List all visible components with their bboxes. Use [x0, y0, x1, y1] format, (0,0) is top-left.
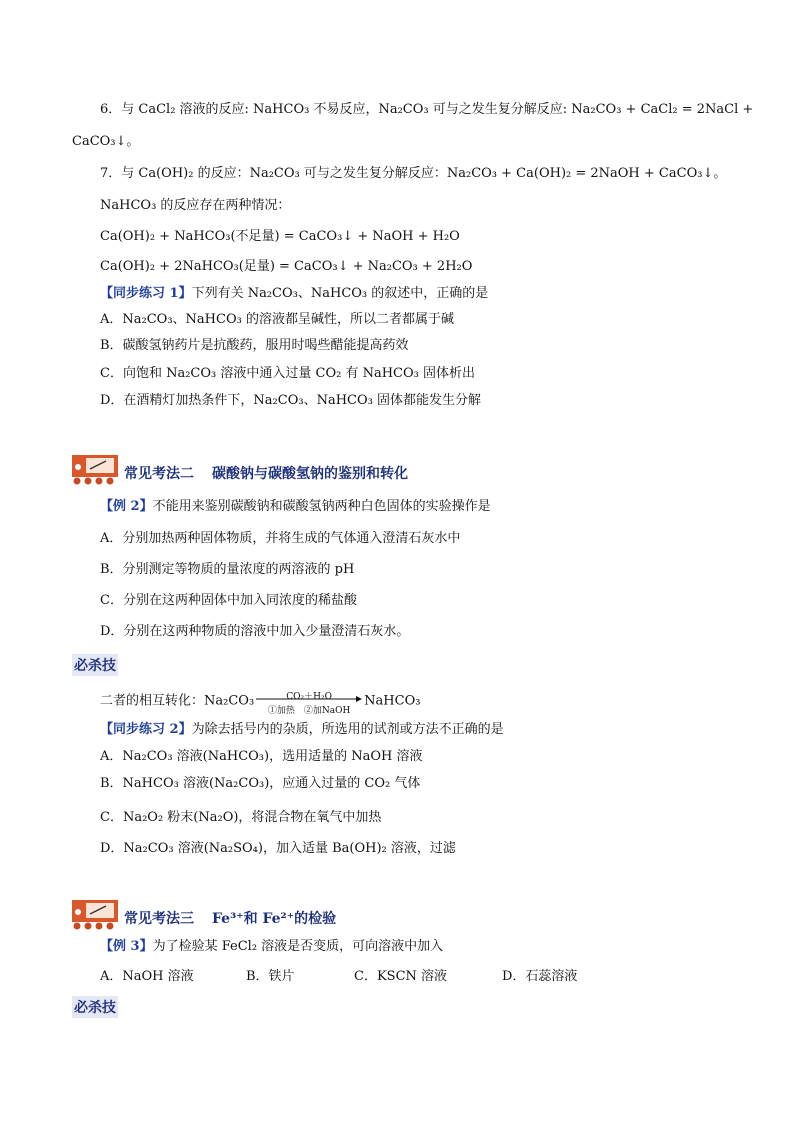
example-2-tag: 【例 2】: [100, 499, 153, 514]
section-3-label: 常见考法三: [124, 911, 194, 927]
practice-2-option-b: B．NaHCO₃ 溶液(Na₂CO₃)，应通入过量的 CO₂ 气体: [100, 776, 421, 791]
practice-1-question: [100, 285, 488, 303]
example-2-option-a: A．分别加热两种固体物质，并将生成的气体通入澄清石灰水中: [100, 531, 461, 546]
practice-2-stem: 为除去括号内的杂质，所选用的试剂或方法不正确的是: [191, 722, 504, 737]
practice-1-option-c: C．向饱和 Na₂CO₃ 溶液中通入过量 CO₂ 有 NaHCO₃ 固体析出: [100, 366, 475, 381]
conversion-suffix: NaHCO₃: [364, 693, 421, 709]
practice-2-option-c: C．Na₂O₂ 粉末(Na₂O)，将混合物在氧气中加热: [100, 810, 382, 825]
practice-1-option-d: D．在酒精灯加热条件下，Na₂CO₃、NaHCO₃ 固体都能发生分解: [100, 393, 481, 408]
bishaji-heading-2: 必杀技: [72, 996, 118, 1018]
teacher-icon: [72, 900, 118, 930]
text-line-6a: 6．与 CaCl₂ 溶液的反应: NaHCO₃ 不易反应，Na₂CO₃ 可与之发生复分解反应: Na₂CO₃ + CaCl₂ = 2NaCl +: [100, 102, 754, 117]
conversion-line: [100, 692, 421, 716]
practice-2-question: [100, 721, 504, 739]
example-3-question: [100, 938, 443, 956]
section-heading-3: [72, 900, 532, 930]
example-3-option-a: A．NaOH 溶液: [100, 969, 194, 984]
text-line-6b: CaCO₃↓。: [72, 134, 140, 149]
example-2-stem: 不能用来鉴别碳酸钠和碳酸氢钠两种白色固体的实验操作是: [152, 499, 491, 514]
conversion-prefix: 二者的相互转化：Na₂CO₃: [100, 693, 255, 709]
example-3-option-c: C．KSCN 溶液: [354, 969, 448, 984]
practice-1-stem: 下列有关 Na₂CO₃、NaHCO₃ 的叙述中，正确的是: [191, 286, 489, 301]
section-3-title: Fe³⁺和 Fe²⁺的检验: [212, 911, 337, 927]
section-heading-2: [72, 455, 532, 485]
bishaji-heading-1: 必杀技: [72, 654, 118, 676]
text-line-7: 7．与 Ca(OH)₂ 的反应：Na₂CO₃ 可与之发生复分解反应：Na₂CO₃ + Ca(OH)₂ = 2NaOH + CaCO₃↓。: [100, 166, 727, 181]
example-3-stem: 为了检验某 FeCl₂ 溶液是否变质，可向溶液中加入: [152, 939, 444, 954]
section-2-label: 常见考法二: [124, 466, 194, 482]
practice-2-tag: 【同步练习 2】: [100, 722, 192, 737]
practice-1-option-b: B．碳酸氢钠药片是抗酸药，服用时喝些醋能提高药效: [100, 338, 409, 353]
practice-1-option-a: A．Na₂CO₃、NaHCO₃ 的溶液都呈碱性，所以二者都属于碱: [100, 312, 454, 327]
example-2-option-c: C．分别在这两种固体中加入同浓度的稀盐酸: [100, 593, 357, 608]
section-2-title: 碳酸钠与碳酸氢钠的鉴别和转化: [212, 466, 408, 482]
text-line-8: NaHCO₃ 的反应存在两种情况：: [100, 198, 291, 213]
teacher-icon: [72, 455, 118, 485]
example-3-tag: 【例 3】: [100, 939, 153, 954]
example-3-option-d: D．石蕊溶液: [502, 969, 578, 984]
arrow-top-label: CO₂＋H₂O: [286, 692, 333, 702]
practice-1-tag: 【同步练习 1】: [100, 286, 192, 301]
equation-1: Ca(OH)₂ + NaHCO₃(不足量) = CaCO₃↓ + NaOH + H₂O: [100, 229, 460, 244]
example-2-option-d: D．分别在这两种物质的溶液中加入少量澄清石灰水。: [100, 624, 410, 639]
example-2-option-b: B．分别测定等物质的量浓度的两溶液的 pH: [100, 562, 355, 577]
equilibrium-arrow: [256, 692, 362, 716]
example-2-question: [100, 498, 491, 516]
arrow-bottom-label: ①加热 ②加NaOH: [267, 706, 351, 716]
equation-2: Ca(OH)₂ + 2NaHCO₃(足量) = CaCO₃↓ + Na₂CO₃ + 2H₂O: [100, 259, 473, 274]
example-3-option-b: B．铁片: [246, 969, 295, 984]
practice-2-option-a: A．Na₂CO₃ 溶液(NaHCO₃)，选用适量的 NaOH 溶液: [100, 749, 423, 764]
practice-2-option-d: D．Na₂CO₃ 溶液(Na₂SO₄)，加入适量 Ba(OH)₂ 溶液，过滤: [100, 841, 456, 856]
